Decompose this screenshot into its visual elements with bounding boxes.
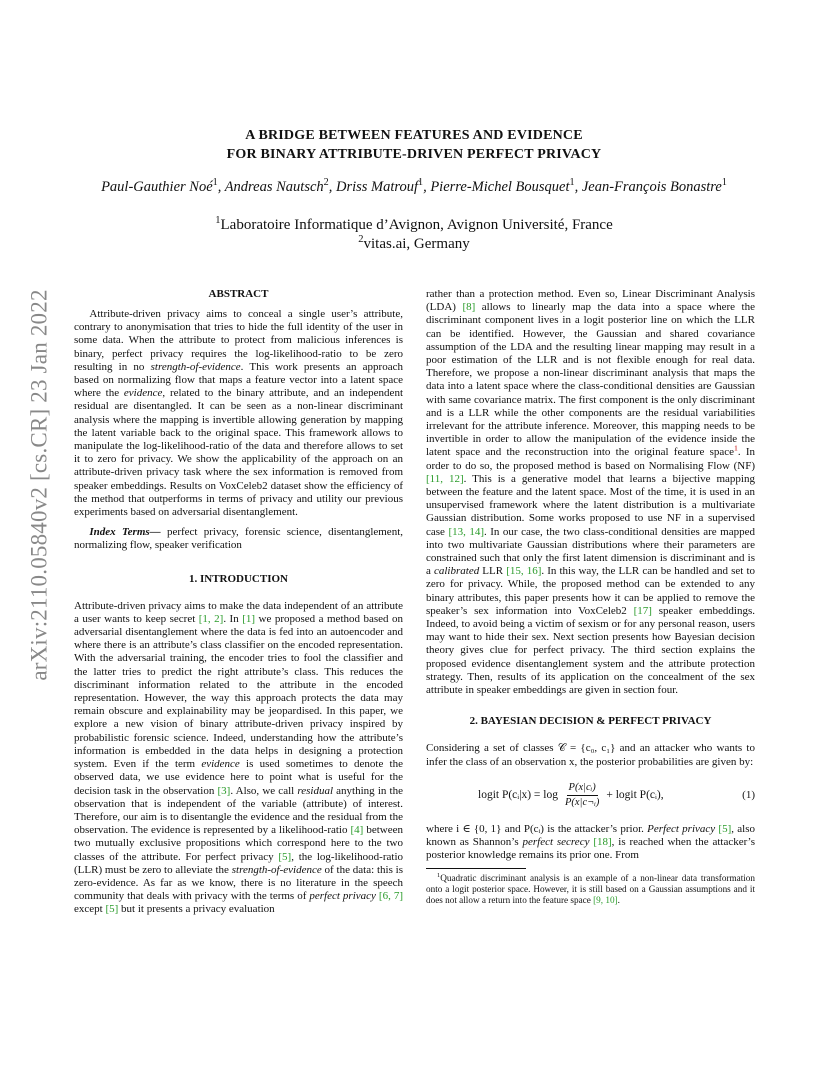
citation-link[interactable]: [18] — [593, 835, 612, 848]
citation-link[interactable]: [8] — [462, 301, 476, 314]
citation-link[interactable]: [5] — [718, 822, 732, 835]
equation-lhs: logit P(cᵢ|x) = log — [478, 789, 558, 802]
equation-denominator: P(x|c¬ᵢ) — [564, 797, 600, 809]
citation-link[interactable]: [4] — [350, 824, 364, 837]
affiliations — [80, 216, 748, 254]
citation-link[interactable]: [17] — [633, 604, 652, 617]
author: Driss Matrouf$^1$, — [335, 177, 431, 195]
citation-link[interactable]: [1] — [242, 612, 256, 625]
paper-title — [80, 126, 748, 164]
title-line-2: FOR BINARY ATTRIBUTE-DRIVEN PERFECT PRIVACY — [226, 147, 602, 162]
affiliation: $^2$vitas.ai, Germany — [358, 234, 470, 252]
left-column — [74, 288, 403, 917]
bayesian-text: Considering a set of classes 𝒞 = {c₀, c₁} and an attacker who wants to infer the class of an observation x, the posterior probabilities are given by: — [426, 742, 755, 768]
equation-body — [478, 782, 664, 809]
citation-link[interactable]: [9, 10] — [593, 895, 618, 906]
citation-link[interactable]: [11, 12] — [426, 472, 464, 485]
footnote-divider — [426, 868, 526, 869]
arxiv-stamp — [2, 289, 78, 681]
introduction-text: Attribute-driven privacy aims to make the data independent of an attribute a user wants to keep secret [1, 2]. In [1] we proposed a method based on adversarial disentanglement where the data is fed into an autoencoder and where there is an attribute’s class classifier on the encoded representation. With the adversarial training, the encoder tries to fool the classifier and the latter tries to predict the right attribute’s class. This reduces the discriminant information related to the attribute in the encoded representation. However, the way this approach protects the data may remain obscure and explainability may be jeopardised. In this paper, we explore a new vision of binary attribute-driven privacy inspired by probabilistic forensic science. Indeed, understanding how the attribute’s information is embedded in the data helps in designing a protection system. Even if the term evidence is used sometimes to denote the observed data, we use evidence here to point what is useful for the decision task in the observation [3]. Also, we call residual anything in the observation that is independent of the variable (attribute) of interest. Therefore, our aim is to disentangle the evidence and the residual from the observation. The evidence is represented by a likelihood-ratio [4] between two mutually exclusive propositions which correspond here to the two classes of the attribute. For perfect privacy [5], the log-likelihood-ratio (LLR) must be zero to alleviate the strength-of-evidence of the data: this is zero-evidence. As far as we know, there is no literature in the speech community that deals with privacy with the terms of perfect privacy [6, 7] except [5] but it presents a privacy evaluation — [74, 599, 404, 916]
arxiv-stamp-text: arXiv:2110.05840v2 [cs.CR] 23 Jan 2022 — [27, 289, 53, 681]
author: Andreas Nautsch$^2$, — [224, 177, 336, 195]
equation-numerator: P(x|cᵢ) — [567, 782, 598, 796]
equation-number: (1) — [742, 789, 755, 802]
footnote-marker[interactable]: 1 — [734, 443, 738, 453]
affiliation: $^1$Laboratoire Informatique d’Avignon, Avignon Université, France — [215, 215, 613, 233]
index-terms: Index Terms— perfect privacy, forensic science, disentanglement, normalizing flow, speaker verification — [74, 526, 403, 552]
citation-link[interactable]: [5] — [105, 903, 119, 916]
bayesian-text-continued: where i ∈ {0, 1} and P(cᵢ) is the attacker’s prior. Perfect privacy [5], also known as Shannon’s perfect secrecy [18], is reached when the attacker’s posterior knowledge remains its prior one. From — [426, 822, 756, 862]
equation-1 — [426, 775, 755, 817]
introduction-continued: rather than a protection method. Even so, Linear Discriminant Analysis (LDA) [8] allows to linearly map the data into a space where the discriminant component lives in a logit posterior line on which the LLR can be identified. However, the Gaussian and shared covariance assumption of the LDA and the resulting linear mapping may result in a poor estimation of the LLR and is not flexible enough for real data. Therefore, we propose a non-linear discriminant analysis that maps the data into a latent space where the class-conditional densities are Gaussian with same covariance matrix. The first component is the only discriminant and is a LLR while the other components are the residual variabilities irrelevant for the attribute inference. Moreover, this mapping needs to be invertible in order to allow the manipulation of the evidence inside the latent space and the reconstruction into the original feature space$^1$. In order to do so, the proposed method is based on Normalising Flow (NF) [11, 12]. This is a generative model that learns a bijective mapping between the feature and the latent space. Most of the time, it is used in an unsupervised framework where the latent distribution is a multivariate Gaussian distribution. Some works proposed to use NF in a supervised case [13, 14]. In our case, the two class-conditional densities are mapped into two multivariate Gaussian distributions where their parameters are constrained such that only the first latent dimension is discriminant and is a calibrated LLR [15, 16]. In this way, the LLR can be handled and set to zero for privacy. While, the proposed method can be extended to any binary attributes, this paper presents how it can be applied to remove the speaker’s sex information into VoxCeleb2 [17] speaker embeddings. Indeed, to avoid being a victim of sexism or for any personal reason, users may want to hide their sex. Next section presents how Bayesian decision theory gives clue for perfect privacy. The third section explains the proposed evidence disentanglement system and the attribute protection strategy. Then, results of its application on the concealment of the sex attribute in speaker embeddings are given in section four. — [426, 288, 756, 697]
abstract-text: Attribute-driven privacy aims to conceal a single user’s attribute, contrary to anonymisation that tries to hide the full identity of the user in some data. When the attribute to protect from malicious inferences is binary, perfect privacy requires the log-likelihood-ratio to be zero resulting in no strength-of-evidence. This work presents an approach based on normalizing flow that maps a feature vector into a latent space where the evidence, related to the binary attribute, and an independent residual are disentangled. It can be seen as a non-linear discriminant analysis where the mapping is invertible allowing generation by mapping the latent variable back to the original space. This framework allows to manipulate the log-likelihood-ratio of the data and therefore allows to set it to zero for privacy. We show the applicability of the approach on an attribute-driven privacy task where the sex information is removed from speaker embeddings. Results on VoxCeleb2 dataset show the efficiency of the method that outperforms in terms of privacy and utility our previous experiments based on adversarial disentanglement. — [74, 308, 403, 519]
citation-link[interactable]: [1, 2] — [198, 612, 224, 625]
author: Pierre-Michel Bousquet$^1$, — [430, 177, 582, 195]
author: Paul-Gauthier Noé$^1$, — [101, 177, 225, 195]
equation-rhs: + logit P(cᵢ), — [606, 789, 664, 802]
citation-link[interactable]: [3] — [217, 784, 231, 797]
citation-link[interactable]: [5] — [278, 850, 292, 863]
citation-link[interactable]: [15, 16] — [506, 565, 542, 578]
equation-fraction — [563, 782, 601, 809]
author: Jean-François Bonastre$^1$ — [581, 177, 727, 195]
citation-link[interactable]: [6, 7] — [378, 890, 404, 903]
footnote: $^1$Quadratic discriminant analysis is an example of a non-linear data transformation onto a logit posterior space. However, it is still based on a Gaussian assumptions and it does not allow a return into the feature space [9, 10]. — [426, 872, 755, 906]
introduction-heading: 1. INTRODUCTION — [188, 572, 288, 585]
title-line-1: A BRIDGE BETWEEN FEATURES AND EVIDENCE — [245, 128, 583, 143]
author-list — [60, 178, 768, 196]
citation-link[interactable]: [13, 14] — [448, 525, 485, 538]
bayesian-heading: 2. BAYESIAN DECISION & PERFECT PRIVACY — [469, 715, 712, 728]
footnote-number: 1 — [437, 872, 441, 880]
right-column — [426, 288, 755, 906]
abstract-heading: ABSTRACT — [208, 288, 269, 300]
